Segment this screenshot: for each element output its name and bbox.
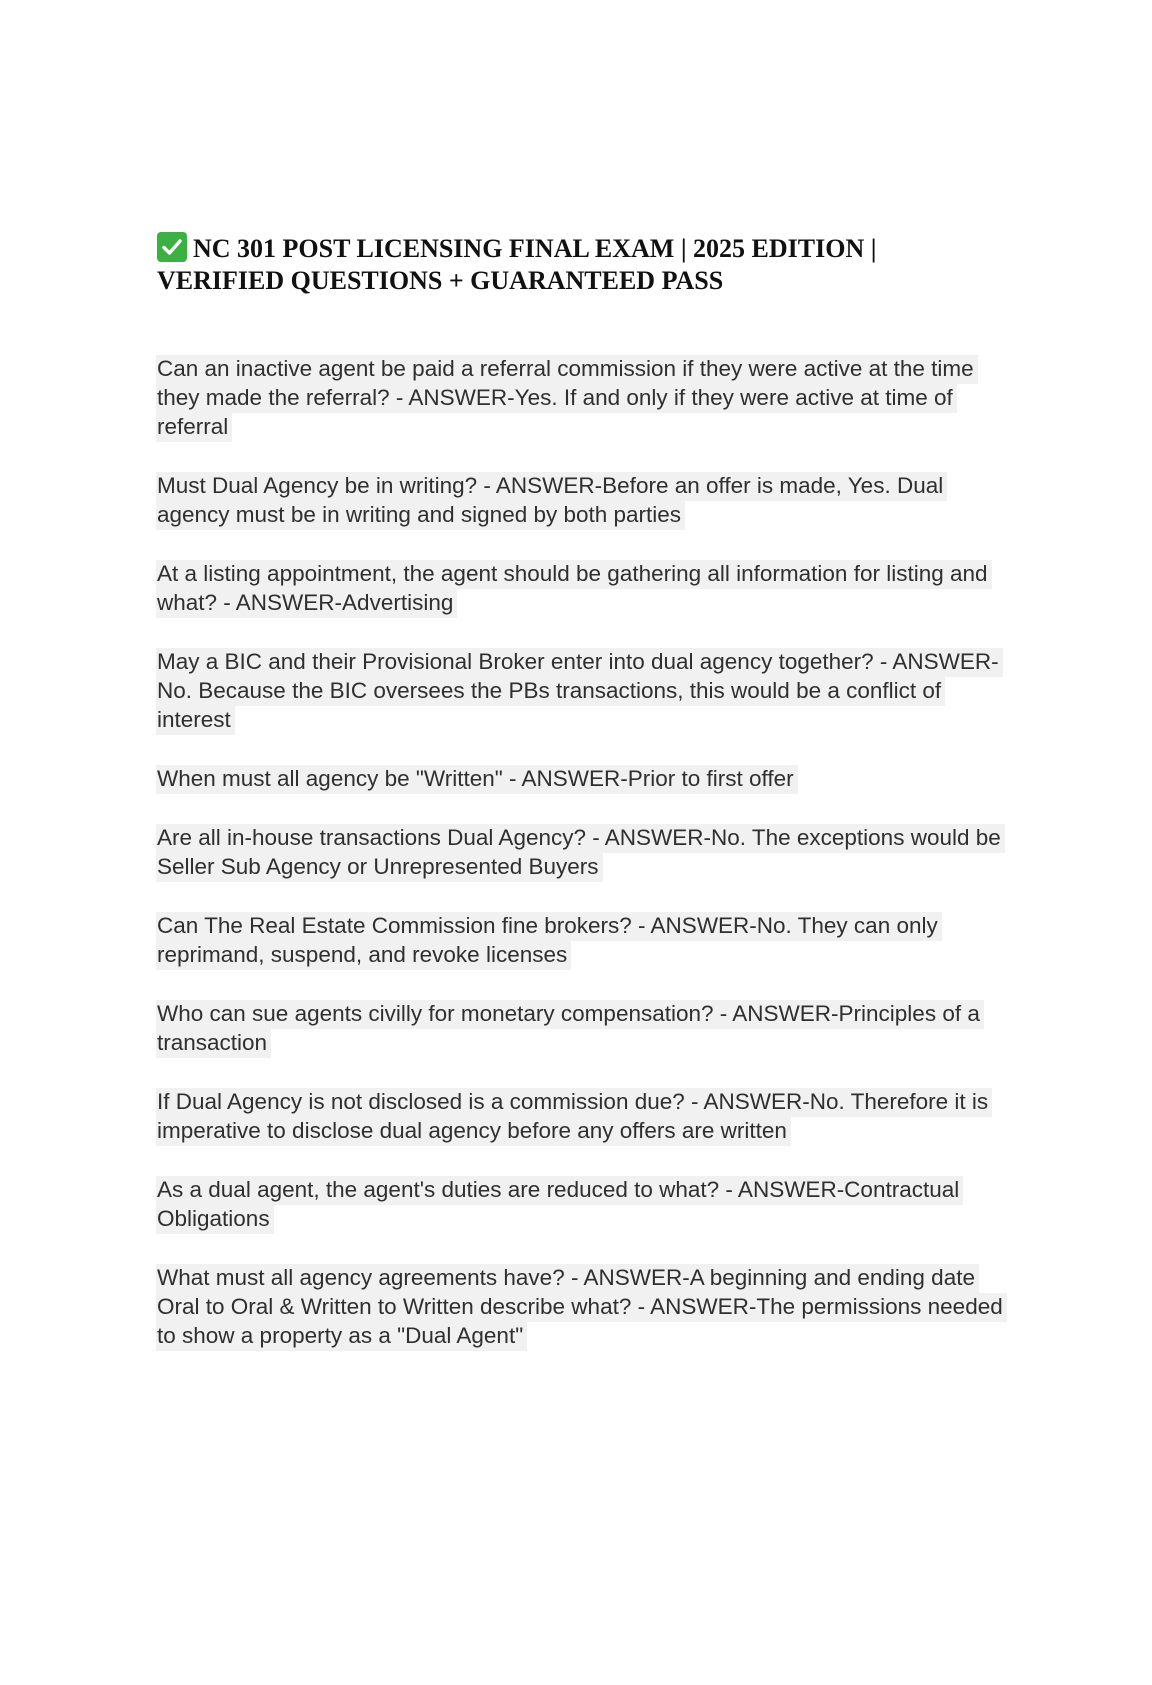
qa-item — [156, 1263, 1016, 1292]
qa-item — [156, 471, 1016, 529]
qa-item — [156, 823, 1016, 881]
qa-item — [156, 764, 1016, 793]
qa-item — [156, 1175, 1016, 1233]
qa-text: When must all agency be "Written" - ANSWER-Prior to first offer — [156, 765, 798, 794]
qa-text: Are all in-house transactions Dual Agency? - ANSWER-No. The exceptions would be Seller Sub Agency or Unrepresented Buyers — [156, 824, 1005, 882]
qa-text: What must all agency agreements have? - ANSWER-A beginning and ending date — [156, 1264, 979, 1293]
qa-text: Can The Real Estate Commission fine brokers? - ANSWER-No. They can only reprimand, suspend, and revoke licenses — [156, 912, 942, 970]
qa-text: At a listing appointment, the agent should be gathering all information for listing and what? - ANSWER-Advertising — [156, 560, 992, 618]
qa-text: Must Dual Agency be in writing? - ANSWER-Before an offer is made, Yes. Dual agency must be in writing and signed by both parties — [156, 472, 947, 530]
qa-list — [156, 354, 1016, 1380]
title-line-2: VERIFIED QUESTIONS + GUARANTEED PASS — [157, 266, 724, 295]
qa-text: May a BIC and their Provisional Broker enter into dual agency together? - ANSWER-No. Because the BIC oversees the PBs transactions, this would be a conflict of interest — [156, 648, 1003, 735]
title-line-1 — [157, 232, 957, 265]
check-mark-icon — [157, 232, 187, 262]
qa-text: As a dual agent, the agent's duties are reduced to what? - ANSWER-Contractual Obligations — [156, 1176, 963, 1234]
qa-item — [156, 1292, 1016, 1350]
qa-item — [156, 354, 1016, 441]
qa-item — [156, 911, 1016, 969]
qa-item — [156, 559, 1016, 617]
qa-item — [156, 647, 1016, 734]
qa-text: Can an inactive agent be paid a referral commission if they were active at the time they made the referral? - ANSWER-Yes. If and only if they were active at time of referral — [156, 355, 978, 442]
qa-text: Oral to Oral & Written to Written describe what? - ANSWER-The permissions needed to show a property as a "Dual Agent" — [156, 1293, 1007, 1351]
qa-text: If Dual Agency is not disclosed is a commission due? - ANSWER-No. Therefore it is imperative to disclose dual agency before any offers are written — [156, 1088, 992, 1146]
qa-item — [156, 999, 1016, 1057]
qa-item — [156, 1087, 1016, 1145]
document-title — [157, 232, 957, 297]
title-text-line-1: NC 301 POST LICENSING FINAL EXAM | 2025 EDITION | — [193, 234, 877, 263]
qa-text: Who can sue agents civilly for monetary compensation? - ANSWER-Principles of a transaction — [156, 1000, 984, 1058]
